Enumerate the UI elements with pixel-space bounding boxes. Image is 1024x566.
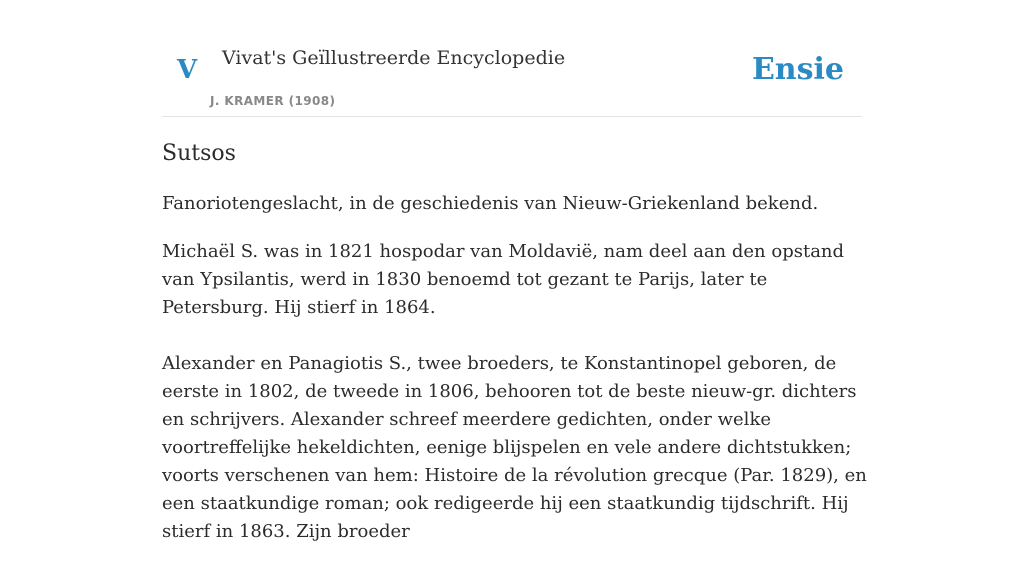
source-logo[interactable]: V	[177, 55, 198, 85]
entry-paragraph: Fanoriotengeslacht, in de geschiedenis van Nieuw-Griekenland bekend.	[162, 193, 819, 214]
source-author: J. KRAMER (1908)	[210, 94, 336, 108]
brand-logo[interactable]: Ensie	[751, 52, 844, 87]
entry-paragraph: Michaël S. was in 1821 hospodar van Moldavië, nam deel aan den opstand van Ypsilantis, werd in 1830 benoemd tot gezant te Parijs, later te Petersburg. Hij stierf in 1864.	[162, 241, 845, 318]
header	[162, 0, 862, 117]
entry-paragraph: Alexander en Panagiotis S., twee broeders, te Konstantinopel geboren, de eerste in 1802, de tweede in 1806, behooren tot de beste nieuw-gr. dichters en schrijvers. Alexander schreef meerdere gedichten, onder welke voortreffelijke hekeldichten, eenige blijspelen en vele andere dichtstukken; voorts verschenen van hem: Histoire de la révolution grecque (Par. 1829), en een staatkundige roman; ook redigeerde hij een staatkundig tijdschrift. Hij stierf in 1863. Zijn broeder	[162, 353, 867, 542]
entry-content	[162, 138, 868, 566]
source-title[interactable]: Vivat's Geïllustreerde Encyclopedie	[222, 47, 566, 69]
entry-title: Sutsos	[162, 141, 236, 166]
